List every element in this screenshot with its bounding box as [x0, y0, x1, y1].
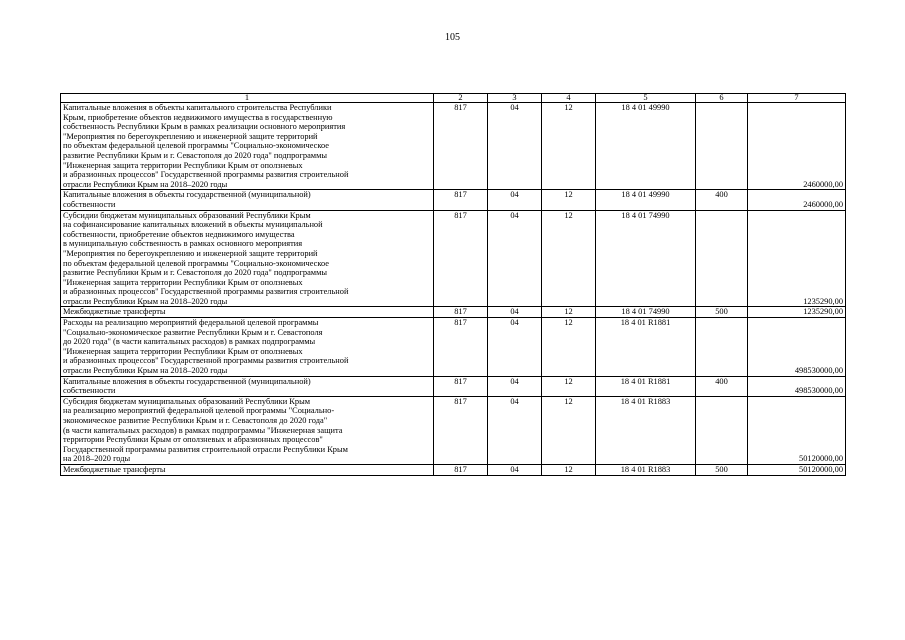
row-amount: 50120000,00 [748, 396, 846, 464]
row-section-code: 04 [488, 210, 542, 307]
row-description: Межбюджетные трансферты [61, 307, 434, 318]
row-description: Расходы на реализацию мероприятий федеральной целевой программы "Социально-экономическое развитие Республики Крым и г. Севастополя до 2020 года" (в части капитальных расходов) в рамках подпрограммы "Инженерная защита территории Республики Крым от оползневых и абразионных процессов" Государственной программы развития строительной отрасли Республики Крым на 2018–2020 годы [61, 318, 434, 377]
table-row [61, 464, 846, 475]
header-cell-3: 3 [488, 94, 542, 103]
row-subsection-code: 12 [542, 103, 596, 190]
table-row [61, 103, 846, 190]
table-row [61, 318, 846, 377]
row-amount: 1235290,00 [748, 307, 846, 318]
header-cell-5: 5 [596, 94, 696, 103]
row-subsection-code: 12 [542, 307, 596, 318]
row-section-code: 04 [488, 376, 542, 396]
row-section-code: 04 [488, 464, 542, 475]
row-amount: 498530000,00 [748, 318, 846, 377]
row-description: Субсидии бюджетам муниципальных образований Республики Крым на софинансирование капитальных вложений в объекты муниципальной собственности, приобретение объектов недвижимого имущества в муниципальную собственность в рамках основного мероприятия "Мероприятия по берегоукреплению и инженерной защите территорий по объектам федеральной целевой программы "Социально-экономическое развитие Республики Крым и г. Севастополя до 2020 года" подпрограммы "Инженерная защита территории Республики Крым от оползневых и абразионных процессов" Государственной программы развития строительной отрасли Республики Крым на 2018–2020 годы [61, 210, 434, 307]
row-subsection-code: 12 [542, 464, 596, 475]
row-description: Субсидия бюджетам муниципальных образований Республики Крым на реализацию мероприятий федеральной целевой программы "Социально- экономическое развитие Республики Крым и г. Севастополя до 2020 года" (в части капитальных расходов) в рамках подпрограммы "Инженерная защита территории Республики Крым от оползневых и абразионных процессов" Государственной программы развития строительной отрасли Республики Крым на 2018–2020 годы [61, 396, 434, 464]
row-section-code: 04 [488, 318, 542, 377]
row-subsection-code: 12 [542, 210, 596, 307]
table-row [61, 376, 846, 396]
row-ministry-code: 817 [434, 396, 488, 464]
budget-table [60, 93, 846, 476]
row-description: Капитальные вложения в объекты капитального строительства Республики Крым, приобретение объектов недвижимого имущества в государственную собственность Республики Крым в рамках реализации основного мероприятия "Мероприятия по берегоукреплению и инженерной защите территорий по объектам федеральной целевой программы "Социально-экономическое развитие Республики Крым и г. Севастополя до 2020 года" подпрограммы "Инженерная защита территории Республики Крым от оползневых и абразионных процессов" Государственной программы развития строительной отрасли Республики Крым на 2018–2020 годы [61, 103, 434, 190]
row-target-code: 18 4 01 49990 [596, 190, 696, 210]
table-row [61, 210, 846, 307]
row-target-code: 18 4 01 74990 [596, 210, 696, 307]
row-target-code: 18 4 01 74990 [596, 307, 696, 318]
row-amount: 2460000,00 [748, 190, 846, 210]
row-description: Капитальные вложения в объекты государственной (муниципальной) собственности [61, 376, 434, 396]
row-expense-type [696, 318, 748, 377]
row-amount: 498530000,00 [748, 376, 846, 396]
row-ministry-code: 817 [434, 103, 488, 190]
row-ministry-code: 817 [434, 376, 488, 396]
row-subsection-code: 12 [542, 318, 596, 377]
row-section-code: 04 [488, 307, 542, 318]
row-subsection-code: 12 [542, 396, 596, 464]
row-target-code: 18 4 01 R1883 [596, 464, 696, 475]
row-subsection-code: 12 [542, 376, 596, 396]
row-expense-type [696, 103, 748, 190]
row-ministry-code: 817 [434, 318, 488, 377]
row-ministry-code: 817 [434, 190, 488, 210]
row-ministry-code: 817 [434, 210, 488, 307]
page-number: 105 [445, 32, 460, 43]
row-amount: 1235290,00 [748, 210, 846, 307]
row-target-code: 18 4 01 R1881 [596, 318, 696, 377]
header-cell-6: 6 [696, 94, 748, 103]
row-ministry-code: 817 [434, 464, 488, 475]
table-row [61, 190, 846, 210]
row-section-code: 04 [488, 190, 542, 210]
row-expense-type: 500 [696, 464, 748, 475]
row-target-code: 18 4 01 R1881 [596, 376, 696, 396]
header-row [61, 94, 846, 103]
row-expense-type: 400 [696, 376, 748, 396]
row-target-code: 18 4 01 R1883 [596, 396, 696, 464]
row-description: Капитальные вложения в объекты государственной (муниципальной) собственности [61, 190, 434, 210]
row-expense-type: 500 [696, 307, 748, 318]
row-amount: 50120000,00 [748, 464, 846, 475]
header-cell-4: 4 [542, 94, 596, 103]
row-subsection-code: 12 [542, 190, 596, 210]
row-ministry-code: 817 [434, 307, 488, 318]
row-expense-type: 400 [696, 190, 748, 210]
row-expense-type [696, 210, 748, 307]
row-section-code: 04 [488, 103, 542, 190]
row-description: Межбюджетные трансферты [61, 464, 434, 475]
header-cell-2: 2 [434, 94, 488, 103]
table-row [61, 396, 846, 464]
row-target-code: 18 4 01 49990 [596, 103, 696, 190]
row-section-code: 04 [488, 396, 542, 464]
table-row [61, 307, 846, 318]
header-cell-1: 1 [61, 94, 434, 103]
header-cell-7: 7 [748, 94, 846, 103]
row-expense-type [696, 396, 748, 464]
row-amount: 2460000,00 [748, 103, 846, 190]
